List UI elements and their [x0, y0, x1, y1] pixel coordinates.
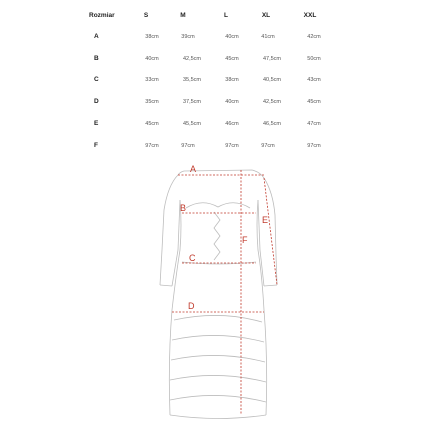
table-cell: 45cm	[225, 56, 239, 62]
size-header-s: S	[143, 12, 149, 19]
left-cuff	[160, 285, 172, 286]
measure-label-a: A	[190, 164, 197, 174]
table-cell: 38cm	[225, 77, 239, 83]
table-cell: 38cm	[145, 34, 159, 40]
table-cell: 42,5cm	[182, 56, 202, 62]
size-header-m: M	[180, 12, 186, 19]
skirt-drape	[170, 375, 266, 382]
table-cell: 42,5cm	[262, 99, 282, 105]
table-cell: 45cm	[145, 121, 159, 127]
measure-label-e: E	[262, 215, 269, 225]
size-header-xl: XL	[261, 12, 271, 19]
table-corner-label: Rozmiar	[89, 12, 115, 19]
table-cell: 47,5cm	[262, 56, 282, 62]
table-cell: 46cm	[225, 121, 239, 127]
bust-seam	[186, 203, 250, 208]
measure-label-f: F	[242, 235, 248, 245]
hem-line	[170, 415, 266, 419]
table-cell: 45,5cm	[182, 121, 202, 127]
dress-svg	[140, 160, 290, 423]
table-cell: 39cm	[181, 34, 195, 40]
body-left-side	[169, 200, 181, 415]
skirt-drape	[174, 315, 262, 322]
table-cell: 97cm	[307, 143, 321, 149]
table-cell: 43cm	[307, 77, 321, 83]
row-label-d: D	[94, 98, 99, 105]
skirt-drape	[171, 355, 265, 362]
row-label-c: C	[94, 76, 99, 83]
row-label-b: B	[94, 55, 99, 62]
dress-outline	[160, 170, 277, 419]
table-cell: 35cm	[145, 99, 159, 105]
table-cell: 97cm	[261, 143, 275, 149]
row-label-f: F	[94, 142, 98, 149]
size-header-xxl: XXL	[303, 12, 317, 19]
table-cell: 47cm	[307, 121, 321, 127]
table-cell: 42cm	[307, 34, 321, 40]
left-sleeve-inner	[172, 200, 180, 286]
row-label-a: A	[94, 33, 99, 40]
measure-label-d: D	[188, 301, 195, 311]
table-cell: 45cm	[307, 99, 321, 105]
row-label-e: E	[94, 120, 99, 127]
skirt-drape	[172, 335, 264, 342]
table-cell: 33cm	[145, 77, 159, 83]
table-cell: 46,5cm	[262, 121, 282, 127]
table-cell: 97cm	[145, 143, 159, 149]
right-cuff	[264, 285, 277, 286]
center-ruching	[214, 212, 220, 260]
size-table	[0, 0, 423, 160]
table-cell: 37,5cm	[182, 99, 202, 105]
table-cell: 97cm	[181, 143, 195, 149]
measure-label-c: C	[189, 253, 196, 263]
dress-diagram	[140, 160, 290, 423]
table-cell: 35,5cm	[182, 77, 202, 83]
size-header-l: L	[224, 12, 228, 19]
table-cell: 40,5cm	[262, 77, 282, 83]
measure-label-b: B	[180, 203, 187, 213]
table-cell: 40cm	[225, 34, 239, 40]
table-cell: 41cm	[261, 34, 275, 40]
table-cell: 50cm	[307, 56, 321, 62]
table-cell: 40cm	[145, 56, 159, 62]
skirt-drape	[170, 395, 266, 402]
table-cell: 40cm	[225, 99, 239, 105]
table-cell: 97cm	[225, 143, 239, 149]
body-right-side	[257, 200, 267, 415]
